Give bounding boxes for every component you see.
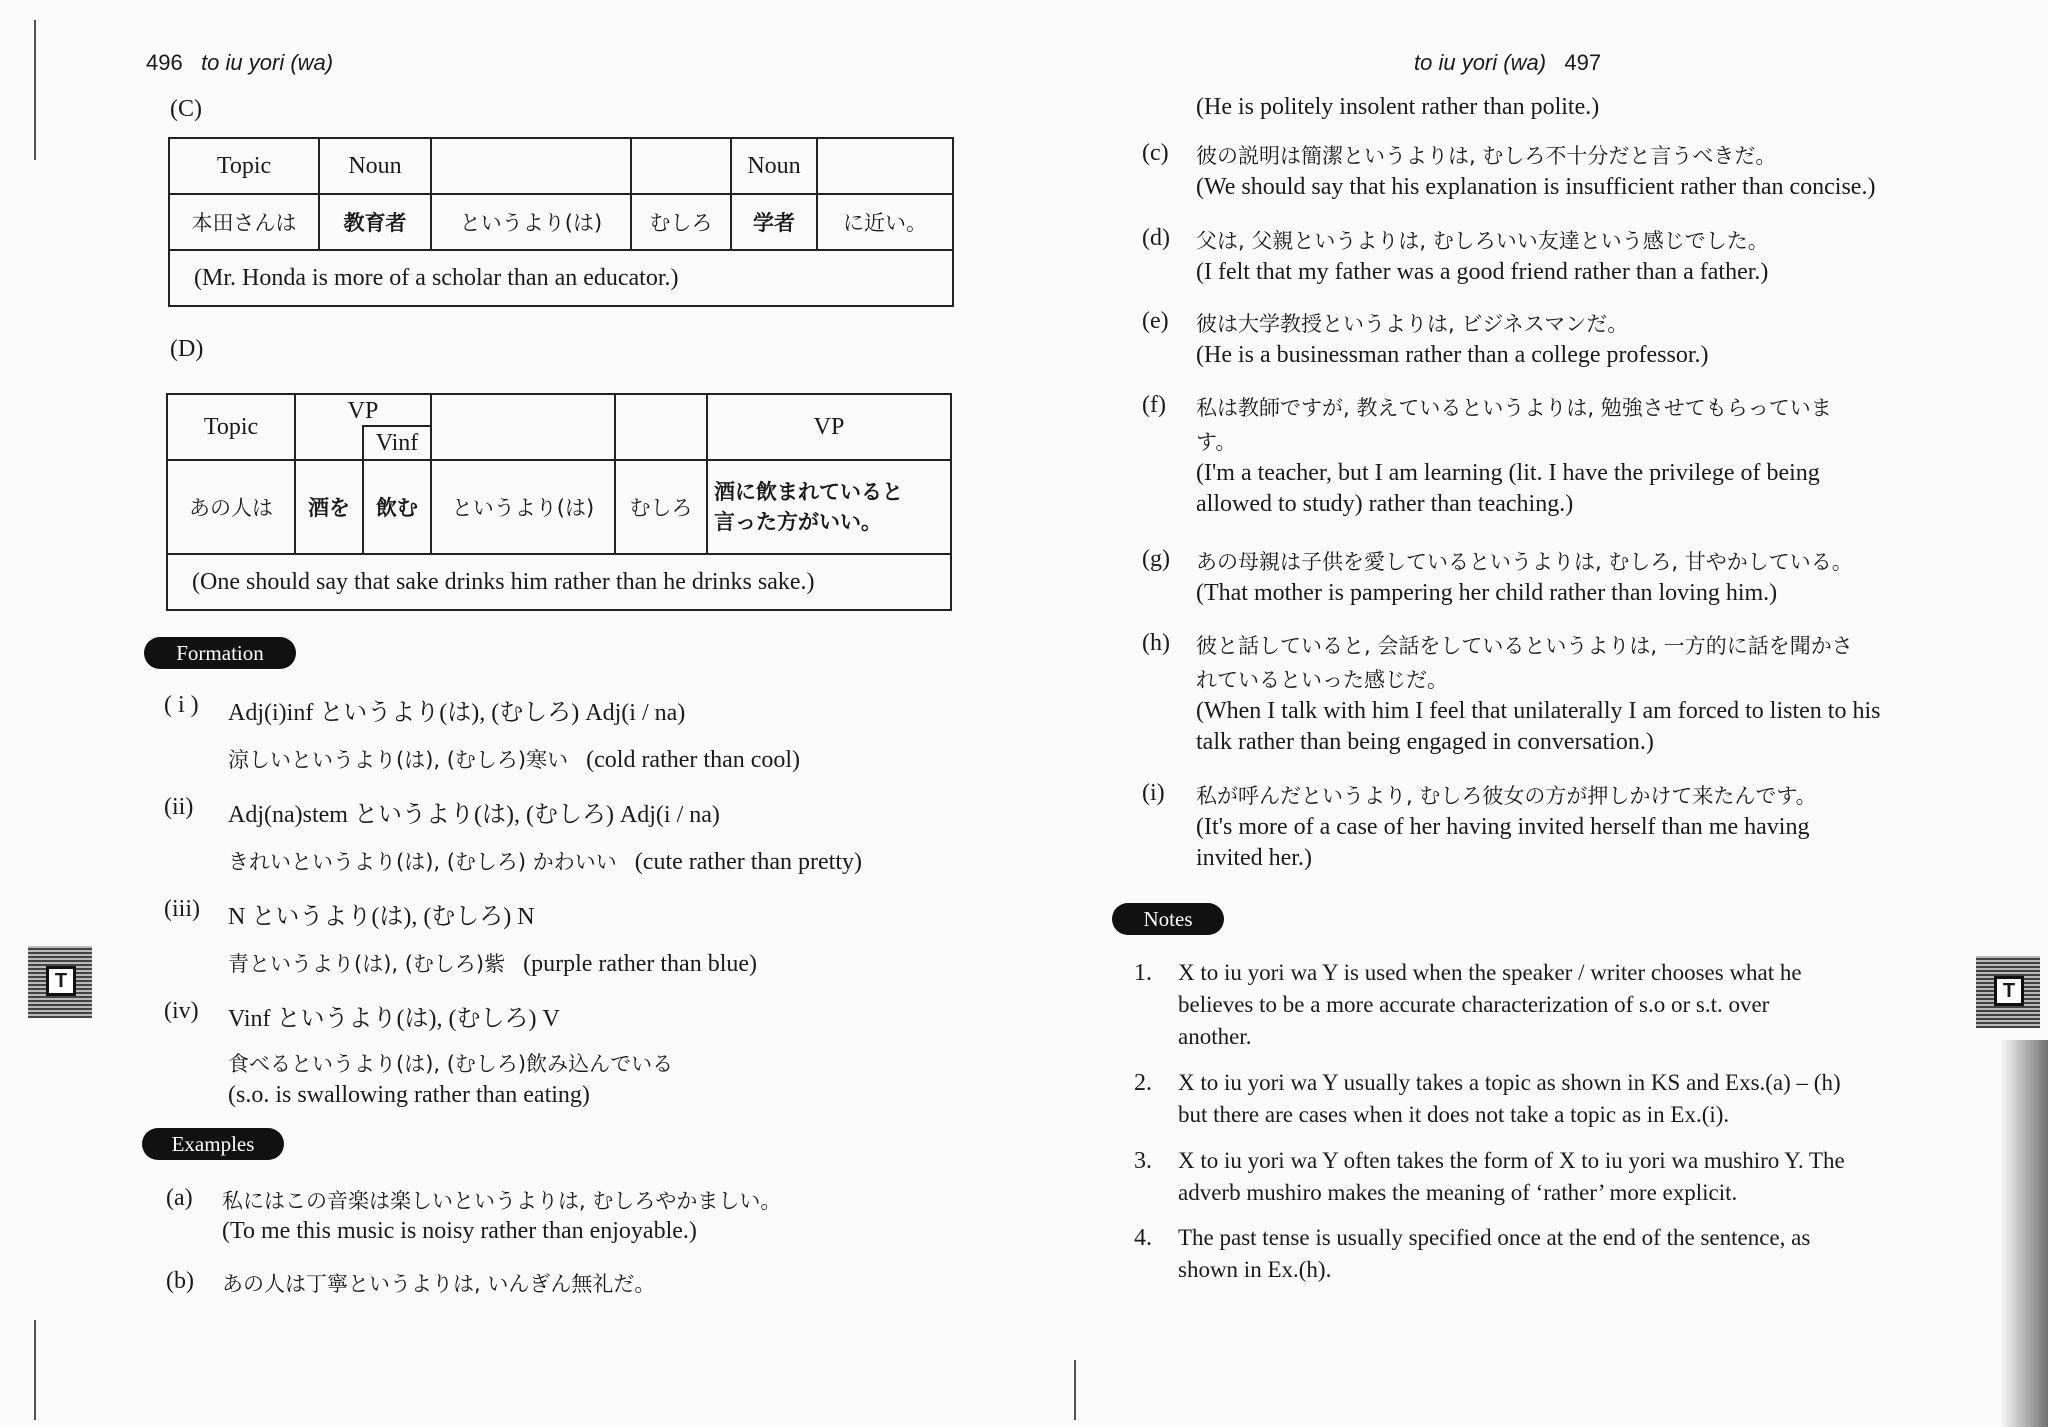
thumb-index-tab [28, 946, 92, 1018]
example-japanese: 彼と話していると, 会話をしているというよりは, 一方的に話を聞かさ [1196, 634, 1853, 658]
example-english: (He is a businessman rather than a college professor.) [1196, 342, 1709, 368]
table-header-cell: Topic [167, 394, 295, 460]
section-c-label: (C) [170, 96, 202, 122]
formation-example: 涼しいというより(は), (むしろ)寒い (cold rather than cool) [228, 747, 801, 773]
table-header-cell [817, 138, 953, 194]
formation-pattern: N というより(は), (むしろ) N [228, 904, 535, 930]
table-header-cell: VP [295, 394, 431, 426]
example-japanese: 私は教師ですが, 教えているというよりは, 勉強させてもらっていま [1196, 396, 1832, 420]
table-translation: (One should say that sake drinks him rather than he drinks sake.) [167, 554, 951, 610]
note-text: X to iu yori wa Y usually takes a topic as shown in KS and Exs.(a) – (h) [1178, 1070, 1841, 1095]
table-cell: 酒を [295, 460, 363, 554]
table-header-cell: VP [707, 394, 951, 460]
section-d-label: (D) [170, 336, 204, 362]
note-text: X to iu yori wa Y is used when the speaker / writer chooses what he [1178, 960, 1802, 985]
running-title: to iu yori (wa) [201, 50, 334, 75]
example-japanese: あの母親は子供を愛しているというよりは, むしろ, 甘やかしている。 [1196, 550, 1853, 574]
key-sentence-table-c [168, 137, 954, 307]
table-cell-line: 言った方がいい。 [714, 510, 882, 534]
left-header [146, 50, 333, 76]
formation-gloss: (s.o. is swallowing rather than eating) [228, 1082, 590, 1108]
table-header-cell: Noun [319, 138, 431, 194]
example-english: (It's more of a case of her having invited herself than me having [1196, 814, 1810, 840]
formation-example: きれいというより(は), (むしろ) かわいい (cute rather than pretty) [228, 849, 863, 875]
scan-margin-line [34, 1320, 36, 1420]
table-cell: むしろ [615, 460, 707, 554]
running-title: to iu yori (wa) [1414, 50, 1547, 75]
notes-badge: Notes [1112, 903, 1224, 935]
table-cell: 教育者 [319, 194, 431, 250]
example-number: (f) [1142, 392, 1166, 418]
example-number: (i) [1142, 780, 1165, 806]
formation-number: (ii) [164, 794, 194, 820]
table-cell: に近い。 [817, 194, 953, 250]
formation-example: 食べるというより(は), (むしろ)飲み込んでいる [228, 1052, 674, 1076]
table-header-cell: Topic [169, 138, 319, 194]
table-header-cell: Vinf [363, 426, 431, 460]
scan-edge-shading [2000, 1040, 2048, 1427]
example-number: (c) [1142, 140, 1169, 166]
right-header [1414, 50, 1601, 76]
table-header-cell [631, 138, 731, 194]
example-number: (g) [1142, 546, 1170, 572]
example-number: (e) [1142, 308, 1169, 334]
table-header-cell [295, 426, 363, 460]
table-cell: あの人は [167, 460, 295, 554]
table-cell: というより(は) [431, 460, 615, 554]
table-header-cell [431, 394, 615, 460]
formation-example: 青というより(は), (むしろ)紫 (purple rather than blue) [228, 951, 758, 977]
example-japanese: あの人は丁寧というよりは, いんぎん無礼だ。 [222, 1272, 656, 1296]
examples-badge: Examples [142, 1128, 284, 1160]
note-number: 4. [1134, 1225, 1152, 1251]
example-english: (I'm a teacher, but I am learning (lit. I have the privilege of being [1196, 460, 1820, 486]
table-cell-line: 酒に飲まれていると [714, 480, 903, 504]
example-japanese: 父は, 父親というよりは, むしろいい友達という感じでした。 [1196, 229, 1769, 253]
example-number: (d) [1142, 225, 1170, 251]
example-number: (h) [1142, 630, 1170, 656]
example-japanese: 彼の説明は簡潔というよりは, むしろ不十分だと言うべきだ。 [1196, 144, 1777, 168]
note-text: X to iu yori wa Y often takes the form of X to iu yori wa mushiro Y. The [1178, 1148, 1845, 1173]
example-number: (a) [166, 1185, 193, 1211]
formation-number: (iv) [164, 998, 199, 1024]
example-english: talk rather than being engaged in conversation.) [1196, 729, 1654, 755]
table-cell [707, 460, 951, 554]
formation-pattern: Vinf というより(は), (むしろ) V [228, 1006, 560, 1032]
table-header-cell [431, 138, 631, 194]
table-header-cell [615, 394, 707, 460]
example-english: (To me this music is noisy rather than enjoyable.) [222, 1218, 697, 1244]
example-japanese: す。 [1196, 430, 1237, 454]
note-text: but there are cases when it does not take a topic as in Ex.(i). [1178, 1102, 1730, 1127]
formation-pattern: Adj(na)stem というより(は), (むしろ) Adj(i / na) [228, 802, 720, 828]
example-english: invited her.) [1196, 845, 1312, 871]
table-cell: というより(は) [431, 194, 631, 250]
note-number: 2. [1134, 1070, 1152, 1096]
example-number: (b) [166, 1268, 194, 1294]
page-number: 496 [146, 50, 183, 75]
scan-margin-line [1074, 1360, 1076, 1420]
formation-badge: Formation [144, 637, 296, 669]
example-english: (We should say that his explanation is insufficient rather than concise.) [1196, 174, 1876, 200]
table-cell: 飲む [363, 460, 431, 554]
formation-number: ( i ) [164, 692, 199, 718]
formation-number: (iii) [164, 896, 200, 922]
table-translation: (Mr. Honda is more of a scholar than an educator.) [169, 250, 953, 306]
tab-letter: T [1994, 976, 2024, 1006]
example-english: (I felt that my father was a good friend rather than a father.) [1196, 259, 1769, 285]
example-japanese: 私が呼んだというより, むしろ彼女の方が押しかけて来たんです。 [1196, 784, 1817, 808]
note-text: another. [1178, 1024, 1252, 1049]
example-english: (When I talk with him I feel that unilaterally I am forced to listen to his [1196, 698, 1881, 724]
note-number: 1. [1134, 960, 1152, 986]
note-number: 3. [1134, 1148, 1152, 1174]
example-english: (He is politely insolent rather than polite.) [1196, 94, 1600, 120]
note-text: The past tense is usually specified once at the end of the sentence, as [1178, 1225, 1811, 1250]
tab-letter: T [46, 966, 76, 996]
table-cell: 学者 [731, 194, 817, 250]
example-japanese: 私にはこの音楽は楽しいというよりは, むしろやかましい。 [222, 1189, 782, 1213]
example-japanese: れているといった感じだ。 [1196, 668, 1448, 692]
example-english: (That mother is pampering her child rather than loving him.) [1196, 580, 1778, 606]
thumb-index-tab [1976, 956, 2040, 1028]
example-japanese: 彼は大学教授というよりは, ビジネスマンだ。 [1196, 312, 1629, 336]
table-cell: 本田さんは [169, 194, 319, 250]
table-cell: むしろ [631, 194, 731, 250]
note-text: adverb mushiro makes the meaning of ‘rather’ more explicit. [1178, 1180, 1738, 1205]
note-text: shown in Ex.(h). [1178, 1257, 1332, 1282]
note-text: believes to be a more accurate characterization of s.o or s.t. over [1178, 992, 1770, 1017]
key-sentence-table-d [166, 393, 952, 611]
scan-margin-line [34, 20, 36, 160]
page-number: 497 [1564, 50, 1602, 75]
table-header-cell: Noun [731, 138, 817, 194]
right-page [1024, 0, 2048, 1427]
formation-pattern: Adj(i)inf というより(は), (むしろ) Adj(i / na) [228, 700, 686, 726]
example-english: allowed to study) rather than teaching.) [1196, 491, 1574, 517]
